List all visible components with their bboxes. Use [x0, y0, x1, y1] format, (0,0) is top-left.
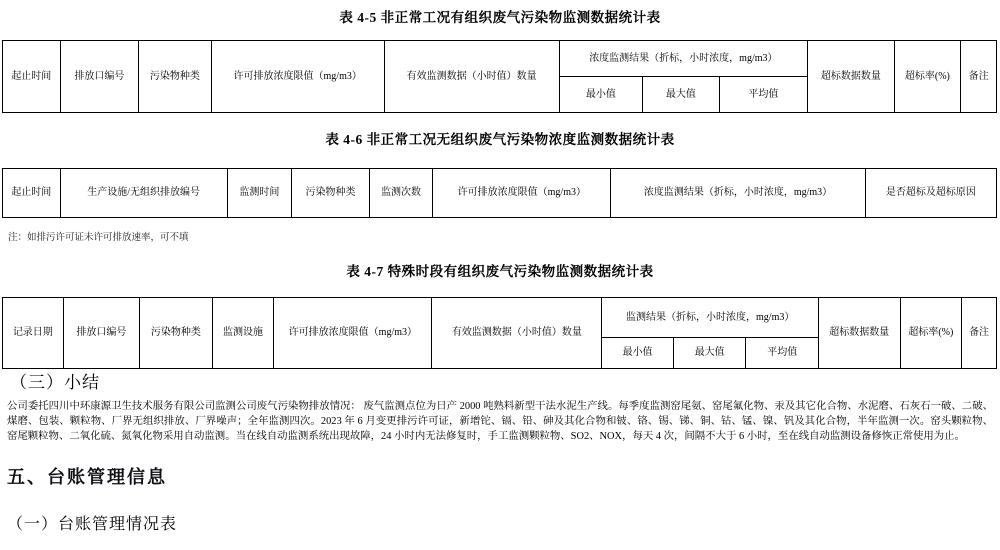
section5-heading: 五、台账管理信息 — [7, 467, 167, 487]
table47-col-exceed-count: 超标数据数量 — [819, 298, 901, 369]
table46-col-monitor-time: 监测时间 — [227, 169, 292, 218]
section3-summary-paragraph: 公司委托四川中环康源卫生技术服务有限公司监测公司废气污染物排放情况： 废气监测点位为日产 2000 吨熟料新型干法水泥生产线。每季度监测窑尾氨、窑尾氟化物、汞及其它化合物、水泥磨、石灰石一破、二破、煤磨、包装、颗粒物、厂界无组织排放、厂界噪声；全年监测四次。2023 年 6 月变更排污许可证，新增铊、镉、铅、砷及其化合物和铍、铬、锡、锑、铜、钴、锰、镍、钒及其化合物，半年监测一次。窑头颗粒物、窑尾颗粒物、二氧化硫、氮氧化物采用自动监测。当在线自动监测系统出现故障，24 小时内无法修复时，手工监测颗粒物、SO2、NOX，每天 4 次，间隔不大于 6 小时，至在线自动监测设备修恢正常使用为止。 — [7, 401, 993, 443]
table46-title: 表 4-6 非正常工况无组织废气污染物浓度监测数据统计表 — [325, 132, 675, 147]
table45-col-valid-data-count: 有效监测数据（小时值）数量 — [384, 41, 559, 113]
table47-subcol-avg: 平均值 — [746, 338, 819, 369]
table47 — [2, 297, 997, 369]
table47-col-permitted-limit: 许可排放浓度限值（mg/m3） — [274, 298, 432, 369]
table46-col-permitted-limit: 许可排放浓度限值（mg/m3） — [433, 169, 611, 218]
table45-group-concentration-results: 浓度监测结果（折标，小时浓度，mg/m3） — [559, 41, 807, 77]
table47-col-pollutant-type: 污染物种类 — [140, 298, 213, 369]
table47-group-monitor-results: 监测结果（折标，小时浓度，mg/m3） — [602, 298, 819, 338]
section5-sub-heading: （一）台账管理情况表 — [7, 516, 178, 533]
table45-title: 表 4-5 非正常工况有组织废气污染物监测数据统计表 — [339, 10, 661, 25]
table46-col-exceed-reason: 是否超标及超标原因 — [865, 169, 996, 218]
table46-col-concentration-results: 浓度监测结果（折标，小时浓度，mg/m3） — [611, 169, 865, 218]
table47-title: 表 4-7 特殊时段有组织废气污染物监测数据统计表 — [346, 264, 654, 279]
table47-col-monitor-facility: 监测设施 — [212, 298, 274, 369]
table45-subcol-max: 最大值 — [643, 77, 720, 113]
table47-subcol-min: 最小值 — [602, 338, 674, 369]
table46-col-facility-id: 生产设施/无组织排放编号 — [60, 169, 227, 218]
table45-subcol-avg: 平均值 — [719, 77, 807, 113]
section3-heading: （三）小结 — [10, 373, 100, 392]
table45-subcol-min: 最小值 — [559, 77, 642, 113]
table45-col-pollutant-type: 污染物种类 — [139, 41, 212, 113]
table45-col-exceed-rate: 超标率(%) — [894, 41, 961, 113]
table47-col-valid-data-count: 有效监测数据（小时值）数量 — [432, 298, 602, 369]
table45-col-start-end-time: 起止时间 — [3, 41, 61, 113]
table47-col-remarks: 备注 — [962, 298, 997, 369]
table46 — [2, 168, 997, 218]
table47-col-exceed-rate: 超标率(%) — [900, 298, 962, 369]
table45-col-outlet-id: 排放口编号 — [60, 41, 139, 113]
table45-col-permitted-limit: 许可排放浓度限值（mg/m3） — [211, 41, 384, 113]
table47-col-record-date: 记录日期 — [3, 298, 64, 369]
table47-col-outlet-id: 排放口编号 — [63, 298, 140, 369]
table45-col-exceed-count: 超标数据数量 — [808, 41, 894, 113]
table45-col-remarks: 备注 — [961, 41, 997, 113]
table46-footnote: 注：如排污许可证未许可排放速率，可不填 — [8, 233, 189, 243]
table46-col-monitor-count: 监测次数 — [369, 169, 433, 218]
table47-subcol-max: 最大值 — [673, 338, 746, 369]
table46-col-pollutant-type: 污染物种类 — [292, 169, 370, 218]
table46-col-start-end-time: 起止时间 — [3, 169, 61, 218]
table45 — [2, 40, 997, 113]
